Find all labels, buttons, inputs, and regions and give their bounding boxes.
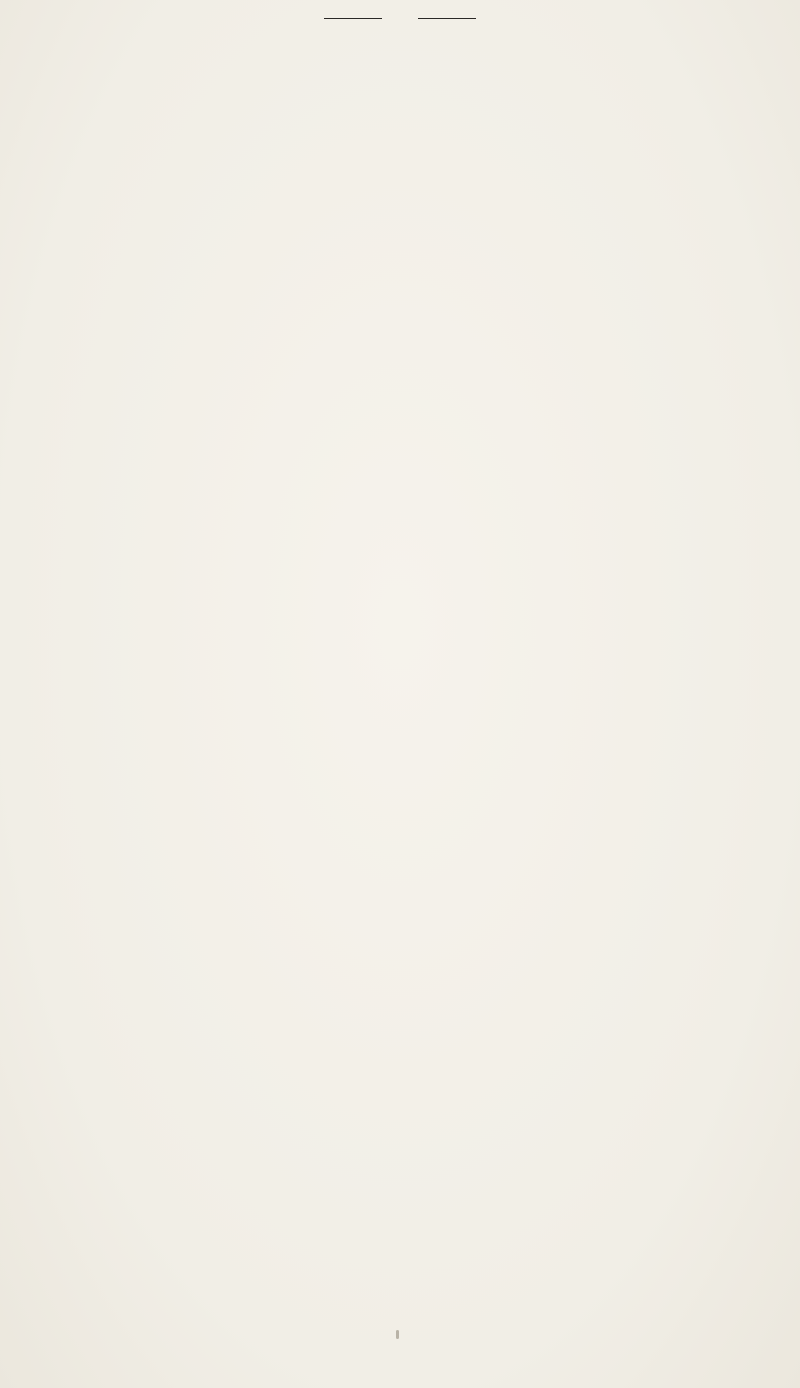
- page-header: [0, 18, 800, 19]
- paper-speck: [396, 1330, 399, 1339]
- header-rule-right: [418, 18, 476, 19]
- header-rule-left: [324, 18, 382, 19]
